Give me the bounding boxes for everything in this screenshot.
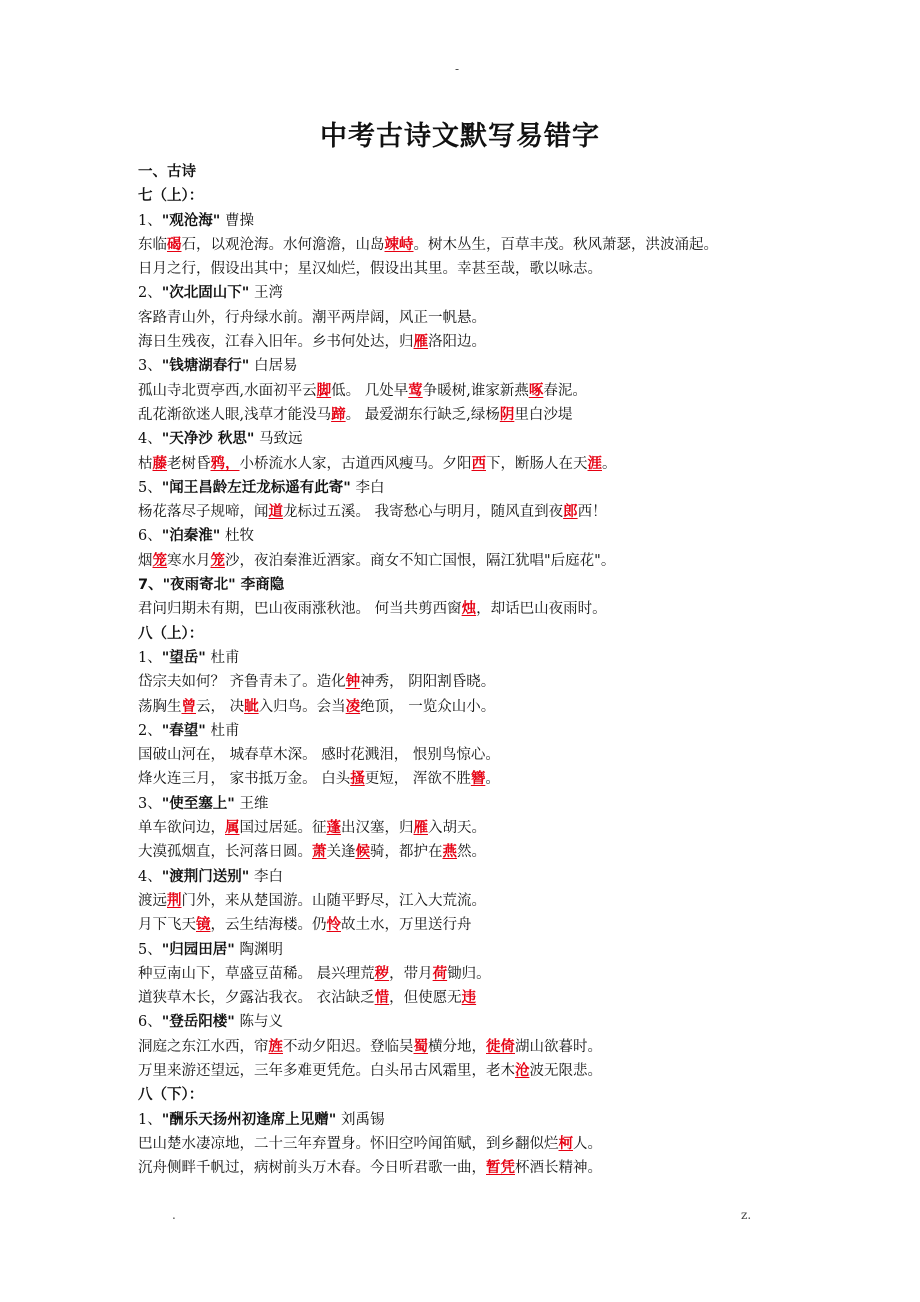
text-run: 王湾 <box>249 285 283 302</box>
poem-line <box>138 500 898 524</box>
error-prone-char: 沧 <box>515 1061 530 1079</box>
text-run: 李白 <box>350 479 385 496</box>
text-run: 出汉塞，归 <box>341 820 414 837</box>
text-run: 杜甫 <box>205 722 240 739</box>
text-run: 洞庭之东江水西，帘 <box>138 1038 269 1055</box>
poem-line <box>138 743 898 767</box>
text-run: 日月之行，假设出其中；星汉灿烂，假设出其里。幸甚至哉，歌以咏志。 <box>138 261 602 278</box>
error-prone-char: 笼 <box>152 551 167 569</box>
section-heading <box>138 184 898 208</box>
error-prone-char: 啄 <box>528 381 544 399</box>
poem-title: "登岳阳楼" <box>161 1014 235 1031</box>
text-run: 神秀， 阴阳割昏晓。 <box>360 674 496 691</box>
poem-title: "次北固山下" <box>161 285 250 302</box>
poem-line <box>138 986 898 1010</box>
text-run: 君问归期未有期，巴山夜雨涨秋池。 何当共剪西窗 <box>138 601 462 618</box>
text-run: 万里来游还望远，三年多难更凭危。白头吊古风霜里，老木 <box>138 1062 515 1079</box>
error-prone-char: 旌 <box>268 1037 283 1055</box>
text-run: 下，断肠人在天 <box>486 455 588 472</box>
poem-heading <box>138 209 898 233</box>
poem-line <box>138 330 898 354</box>
text-run: 5、 <box>138 941 162 958</box>
poem-heading <box>138 476 898 500</box>
error-prone-char: 雁 <box>413 333 428 351</box>
poem-heading <box>138 938 898 962</box>
text-run: 龙标过五溪。 我寄愁心与明月，随风直到夜 <box>283 504 564 521</box>
text-run: 月下飞天 <box>138 917 196 934</box>
text-run: 白居易 <box>249 358 298 375</box>
error-prone-char: 蓬 <box>326 819 341 837</box>
text-run: 2、 <box>138 722 162 739</box>
poem-line <box>138 670 898 694</box>
text-run: 。 最爱湖东行缺乏,绿杨 <box>345 406 500 423</box>
text-run: ，却话巴山夜雨时。 <box>476 601 607 618</box>
text-run: 1、 <box>138 649 162 666</box>
text-run: 入胡天。 <box>428 820 486 837</box>
poem-heading <box>138 573 898 597</box>
error-prone-char: 脚 <box>316 381 332 399</box>
poem-title: "泊秦淮" <box>161 528 221 545</box>
text-run: ，带月 <box>389 965 433 982</box>
error-prone-char: 燕 <box>442 843 457 861</box>
error-prone-char: 镜 <box>196 916 211 934</box>
error-prone-char: 搔 <box>350 770 365 788</box>
text-run: 然。 <box>457 844 486 861</box>
text-run: 。 <box>485 771 500 788</box>
text-run: 孤山寺北贾亭西,水面初平云 <box>138 382 317 399</box>
error-prone-char: 候 <box>355 843 370 861</box>
poem-heading <box>138 792 898 816</box>
poem-line <box>138 767 898 791</box>
text-run: 寒水月 <box>167 552 211 569</box>
error-prone-char: 涯 <box>587 454 602 472</box>
text-run: 七（上）： <box>138 188 204 205</box>
error-prone-char: 烛 <box>461 600 477 618</box>
section-heading <box>138 160 898 184</box>
text-run: 王维 <box>234 795 269 812</box>
error-prone-char: 萧 <box>312 843 327 861</box>
error-prone-char: 西 <box>471 454 486 472</box>
text-run: 国过居延。征 <box>239 820 327 837</box>
poem-line <box>138 379 898 403</box>
text-run: 6、 <box>138 528 162 545</box>
text-run: 波无限悲。 <box>529 1062 602 1079</box>
page-title: 中考古诗文默写易错字 <box>320 121 600 152</box>
text-run: 。 <box>602 455 617 472</box>
poem-line <box>138 889 898 913</box>
error-prone-char: 眦 <box>244 697 259 715</box>
poem-line <box>138 597 898 621</box>
text-run: 杜甫 <box>205 649 240 666</box>
text-run: 锄归。 <box>447 965 491 982</box>
header-mark: - <box>455 62 460 76</box>
error-prone-char: 曾 <box>181 697 196 715</box>
text-run: 沉舟侧畔千帆过，病树前头万木春。今日听君歌一曲， <box>138 1160 486 1177</box>
text-run: 云， 决 <box>196 698 245 715</box>
poem-line <box>138 1156 898 1180</box>
text-run: 烟 <box>138 552 153 569</box>
poem-title: "酬乐天扬州初逢席上见赠" <box>161 1111 337 1128</box>
text-run: 客路青山外，行舟绿水前。潮平两岸阔，风正一帆悬。 <box>138 309 486 326</box>
poem-line <box>138 816 898 840</box>
text-run: 不动夕阳迟。登临吴 <box>283 1038 414 1055</box>
text-run: 大漠孤烟直，长河落日圆。 <box>138 844 312 861</box>
text-run: 国破山河在， 城春草木深。 感时花溅泪， 恨别鸟惊心。 <box>138 747 500 764</box>
text-run: 巴山楚水凄凉地，二十三年弃置身。怀旧空吟闻笛赋，到乡翻似烂 <box>138 1135 559 1152</box>
error-prone-char: 柯 <box>558 1134 573 1152</box>
text-run: 春泥。 <box>543 382 587 399</box>
poem-heading <box>138 1108 898 1132</box>
text-run: 枯 <box>138 455 153 472</box>
error-prone-char: 蹄 <box>331 405 346 423</box>
text-run: 渡远 <box>138 892 167 909</box>
text-run: 1、 <box>138 1111 162 1128</box>
poem-heading <box>138 524 898 548</box>
poem-heading <box>138 281 898 305</box>
poem-line <box>138 1059 898 1083</box>
error-prone-char: 荷 <box>432 964 448 982</box>
text-run: 岱宗夫如何？ 齐鲁青未了。造化 <box>138 674 346 691</box>
text-run: 陶渊明 <box>234 941 283 958</box>
poem-line <box>138 306 898 330</box>
text-run: 3、 <box>138 795 162 812</box>
text-run: 故土水，万里送行舟 <box>341 917 472 934</box>
text-run: 刘禹锡 <box>336 1111 385 1128</box>
poem-title: "归园田居" <box>161 941 235 958</box>
text-run: 沙，夜泊秦淮近酒家。商女不知亡国恨，隔江犹唱"后庭花"。 <box>225 552 616 569</box>
text-run: 单车欲问边， <box>138 820 225 837</box>
text-run: 杯酒长精神。 <box>515 1160 602 1177</box>
text-run: 门外，来从楚国游。山随平野尽，江入大荒流。 <box>181 892 486 909</box>
text-run: ，但使愿无 <box>389 990 462 1007</box>
footer-left-mark: . <box>172 1208 176 1222</box>
text-run: 小桥流水人家，古道西风瘦马。夕阳 <box>239 455 472 472</box>
text-run: 4、 <box>138 868 162 885</box>
poem-heading <box>138 865 898 889</box>
text-run: 骑，都护在 <box>370 844 443 861</box>
poem-title: "观沧海" <box>161 212 221 229</box>
error-prone-char: 荆 <box>167 891 182 909</box>
text-run: 石，以观沧海。水何澹澹，山岛 <box>181 236 385 253</box>
text-run: 争暖树,谁家新燕 <box>422 382 529 399</box>
text-run: 绝顶， 一览众山小。 <box>360 698 496 715</box>
text-run: 1、 <box>138 212 162 229</box>
error-prone-char: 道 <box>268 503 283 521</box>
text-run: 道狭草木长，夕露沾我衣。 衣沾缺乏 <box>138 990 375 1007</box>
error-prone-char: 惜 <box>374 989 390 1007</box>
text-run: 李白 <box>249 868 283 885</box>
error-prone-char: 笼 <box>210 551 225 569</box>
poem-title: "使至塞上" <box>161 795 235 812</box>
text-run: 6、 <box>138 1014 162 1031</box>
document-body <box>138 160 898 1180</box>
text-run: 里白沙堤 <box>514 406 573 423</box>
poem-line <box>138 257 898 281</box>
poem-line <box>138 840 898 864</box>
text-run: 湖山欲暮时。 <box>515 1038 602 1055</box>
poem-title: "闻王昌龄左迁龙标遥有此寄" <box>161 479 351 496</box>
text-run: 老树昏 <box>167 455 211 472</box>
error-prone-char: 簪 <box>470 770 486 788</box>
error-prone-char: 蜀 <box>413 1037 428 1055</box>
text-run: 海日生残夜，江春入旧年。乡书何处达，归 <box>138 334 414 351</box>
poem-heading <box>138 1010 898 1034</box>
text-run: 5、 <box>138 479 162 496</box>
error-prone-char: 竦峙 <box>384 235 414 253</box>
error-prone-char: 鸦， <box>210 454 240 472</box>
text-run: 西！ <box>577 504 607 521</box>
text-run: 更短， 浑欲不胜 <box>364 771 471 788</box>
error-prone-char: 秽 <box>374 964 390 982</box>
error-prone-char: 雁 <box>413 819 428 837</box>
poem-heading <box>138 646 898 670</box>
text-run: 入归鸟。会当 <box>258 698 346 715</box>
text-run: 。树木丛生，百草丰茂。秋风萧瑟，洪波涌起。 <box>413 236 718 253</box>
error-prone-char: 碣 <box>167 235 182 253</box>
poem-heading <box>138 354 898 378</box>
text-run: ，云生结海楼。仍 <box>210 917 327 934</box>
text-run: 种豆南山下，草盛豆苗稀。 晨兴理荒 <box>138 965 375 982</box>
section-heading <box>138 622 898 646</box>
poem-title: "天净沙 秋思" <box>161 431 255 448</box>
text-run: 低。 几处早 <box>331 382 409 399</box>
error-prone-char: 怜 <box>326 916 341 934</box>
text-run: 八（下）： <box>138 1087 204 1104</box>
text-run: 东临 <box>138 236 167 253</box>
error-prone-char: 郎 <box>563 503 578 521</box>
poem-line <box>138 1132 898 1156</box>
poem-line <box>138 549 898 573</box>
text-run: 马致远 <box>254 431 303 448</box>
text-run: 八（上）： <box>138 625 204 642</box>
text-run: 荡胸生 <box>138 698 182 715</box>
poem-title: "钱塘湖春行" <box>161 358 250 375</box>
text-run: 3、 <box>138 358 162 375</box>
text-run: 曹操 <box>220 212 254 229</box>
text-run: 烽火连三月， 家书抵万金。 白头 <box>138 771 351 788</box>
error-prone-char: 莺 <box>408 381 423 399</box>
text-run: 2、 <box>138 285 162 302</box>
poem-line <box>138 1035 898 1059</box>
poem-heading <box>138 719 898 743</box>
poem-line <box>138 962 898 986</box>
text-run: 乱花渐欲迷人眼,浅草才能没马 <box>138 406 332 423</box>
poem-title: "春望" <box>161 722 206 739</box>
text-run: 4、 <box>138 431 162 448</box>
error-prone-char: 阴 <box>499 405 515 423</box>
text-run: 洛阳边。 <box>428 334 486 351</box>
error-prone-char: 凌 <box>345 697 361 715</box>
text-run: 陈与义 <box>234 1014 283 1031</box>
poem-title: "望岳" <box>161 649 206 666</box>
text-run: 杨花落尽子规啼，闻 <box>138 504 269 521</box>
poem-line <box>138 233 898 257</box>
error-prone-char: 属 <box>225 819 240 837</box>
poem-title: "渡荆门送别" <box>161 868 250 885</box>
poem-heading <box>138 427 898 451</box>
poem-line <box>138 403 898 427</box>
error-prone-char: 徙倚 <box>486 1037 515 1055</box>
poem-line <box>138 913 898 937</box>
text-run: 横分地， <box>428 1038 486 1055</box>
text-run: 一、古诗 <box>138 164 196 180</box>
footer-right-mark: z. <box>741 1208 752 1222</box>
text-run: 关逢 <box>326 844 356 861</box>
poem-title: 7、"夜雨寄北" 李商隐 <box>138 577 285 594</box>
poem-line <box>138 452 898 476</box>
poem-line <box>138 695 898 719</box>
text-run: 人。 <box>573 1135 602 1152</box>
error-prone-char: 钟 <box>345 673 361 691</box>
error-prone-char: 藤 <box>152 454 167 472</box>
section-heading <box>138 1083 898 1107</box>
error-prone-char: 违 <box>461 989 477 1007</box>
error-prone-char: 暂凭 <box>486 1159 515 1177</box>
text-run: 杜牧 <box>220 528 254 545</box>
